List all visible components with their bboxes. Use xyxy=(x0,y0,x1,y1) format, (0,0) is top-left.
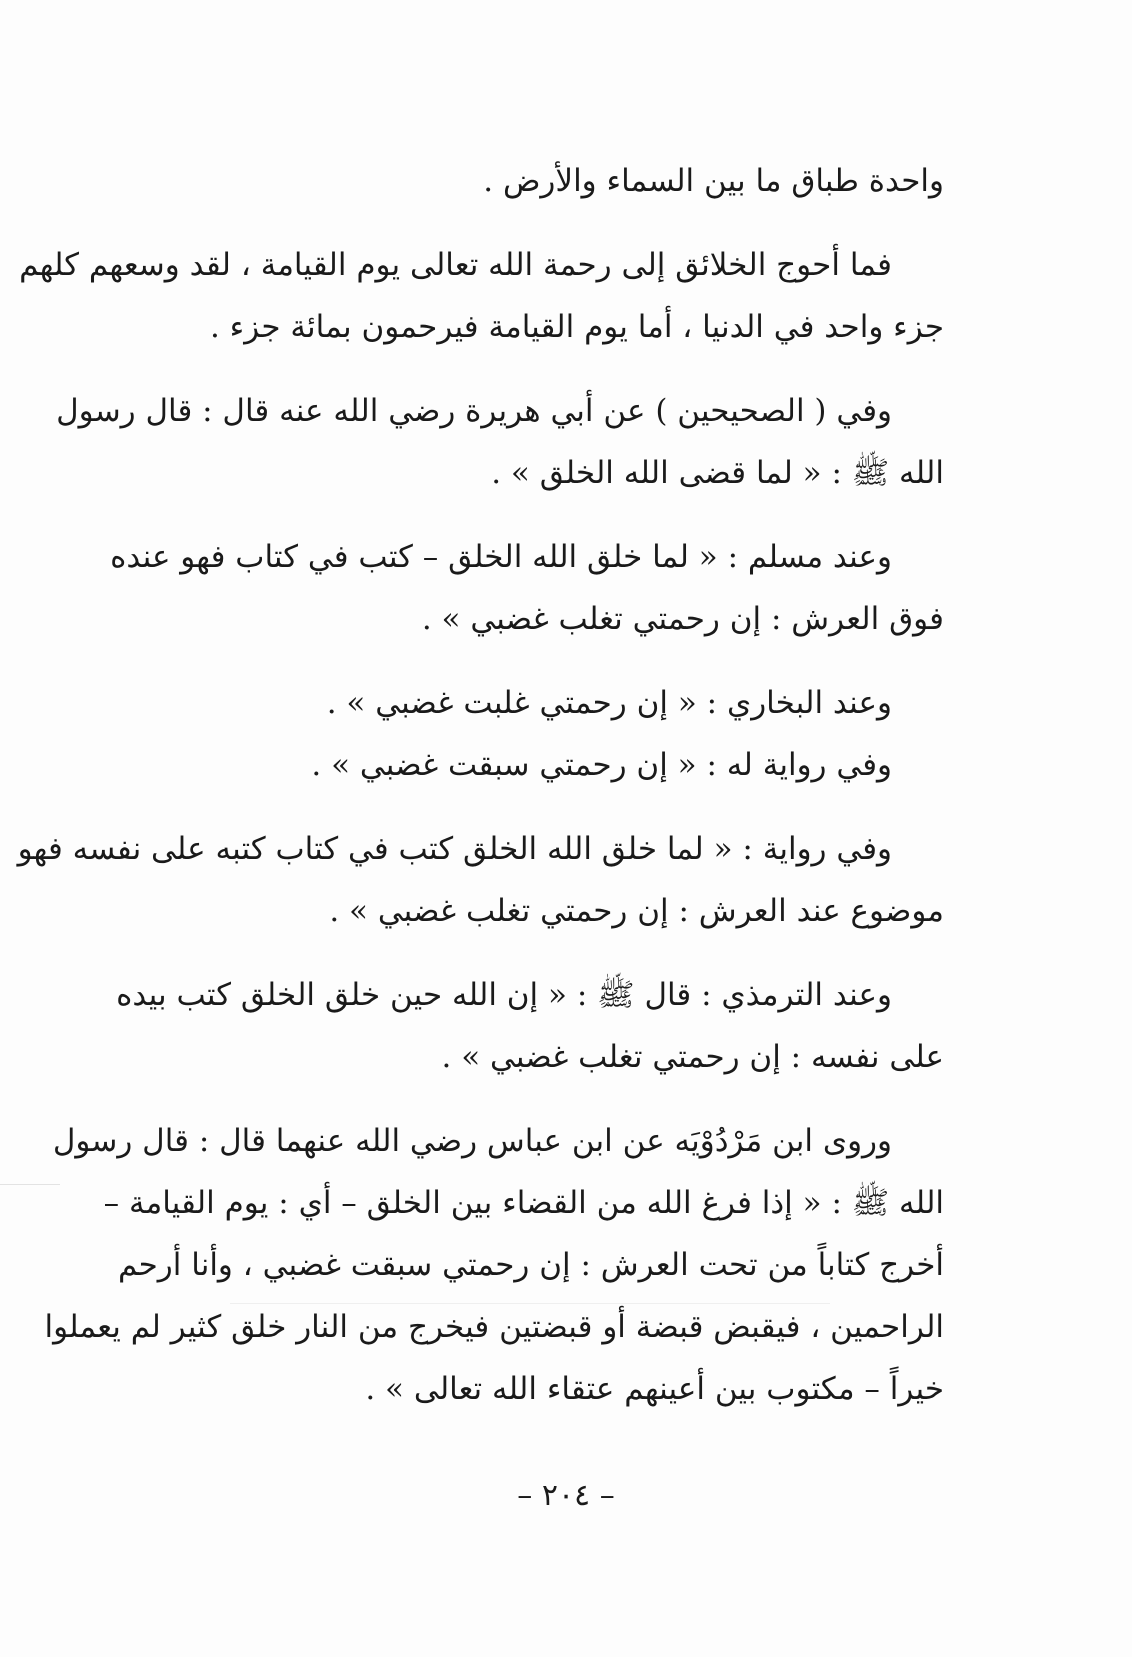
text-line: موضوع عند العرش : إن رحمتي تغلب غضبي » . xyxy=(329,893,944,929)
text-line: وفي ( الصحيحين ) عن أبي هريرة رضي الله عنه قال : قال رسول xyxy=(56,393,892,429)
text-line: فما أحوج الخلائق إلى رحمة الله تعالى يوم القيامة ، لقد وسعهم كلهم xyxy=(19,247,892,283)
text-line: وفي رواية : « لما خلق الله الخلق كتب في كتاب كتبه على نفسه فهو xyxy=(17,831,892,867)
paragraph-9 xyxy=(44,1110,944,1420)
text-line: أخرج كتاباً من تحت العرش : إن رحمتي سبقت غضبي ، وأنا أرحم xyxy=(118,1247,944,1283)
text-line: وروى ابن مَرْدُوْيَه عن ابن عباس رضي الله عنهما قال : قال رسول xyxy=(52,1123,892,1159)
text-line: الله ﷺ : « لما قضى الله الخلق » . xyxy=(491,455,944,491)
scan-artifact xyxy=(230,1303,830,1304)
paragraph-8 xyxy=(118,964,944,1088)
paragraph-7 xyxy=(17,818,944,942)
page-number: – ٢٠٤ – xyxy=(517,1478,615,1513)
paragraph-6 xyxy=(118,734,944,796)
text-line: الراحمين ، فيقبض قبضة أو قبضتين فيخرج من النار خلق كثير لم يعملوا xyxy=(44,1309,944,1345)
text-line: جزء واحد في الدنيا ، أما يوم القيامة فيرحمون بمائة جزء . xyxy=(209,309,944,345)
text-line: وعند البخاري : « إن رحمتي غلبت غضبي » . xyxy=(326,685,892,721)
text-line: واحدة طباق ما بين السماء والأرض . xyxy=(483,163,944,199)
text-line: الله ﷺ : « إذا فرغ الله من القضاء بين الخلق – أي : يوم القيامة – xyxy=(103,1185,944,1221)
paragraph-1 xyxy=(118,150,944,212)
text-line: وفي رواية له : « إن رحمتي سبقت غضبي » . xyxy=(311,747,892,783)
text-line: على نفسه : إن رحمتي تغلب غضبي » . xyxy=(441,1039,944,1075)
text-line: خيراً – مكتوب بين أعينهم عتقاء الله تعالى » . xyxy=(365,1371,944,1407)
paragraph-3 xyxy=(56,380,944,504)
text-line: فوق العرش : إن رحمتي تغلب غضبي » . xyxy=(421,601,944,637)
paragraph-4 xyxy=(110,526,944,650)
page-body xyxy=(17,150,944,1442)
text-line: وعند الترمذي : قال ﷺ : « إن الله حين خلق الخلق كتب بيده xyxy=(116,977,892,1013)
text-line: وعند مسلم : « لما خلق الله الخلق – كتب في كتاب فهو عنده xyxy=(110,539,892,575)
scan-artifact xyxy=(0,1184,60,1185)
paragraph-5 xyxy=(118,672,944,734)
paragraph-2 xyxy=(19,234,944,358)
